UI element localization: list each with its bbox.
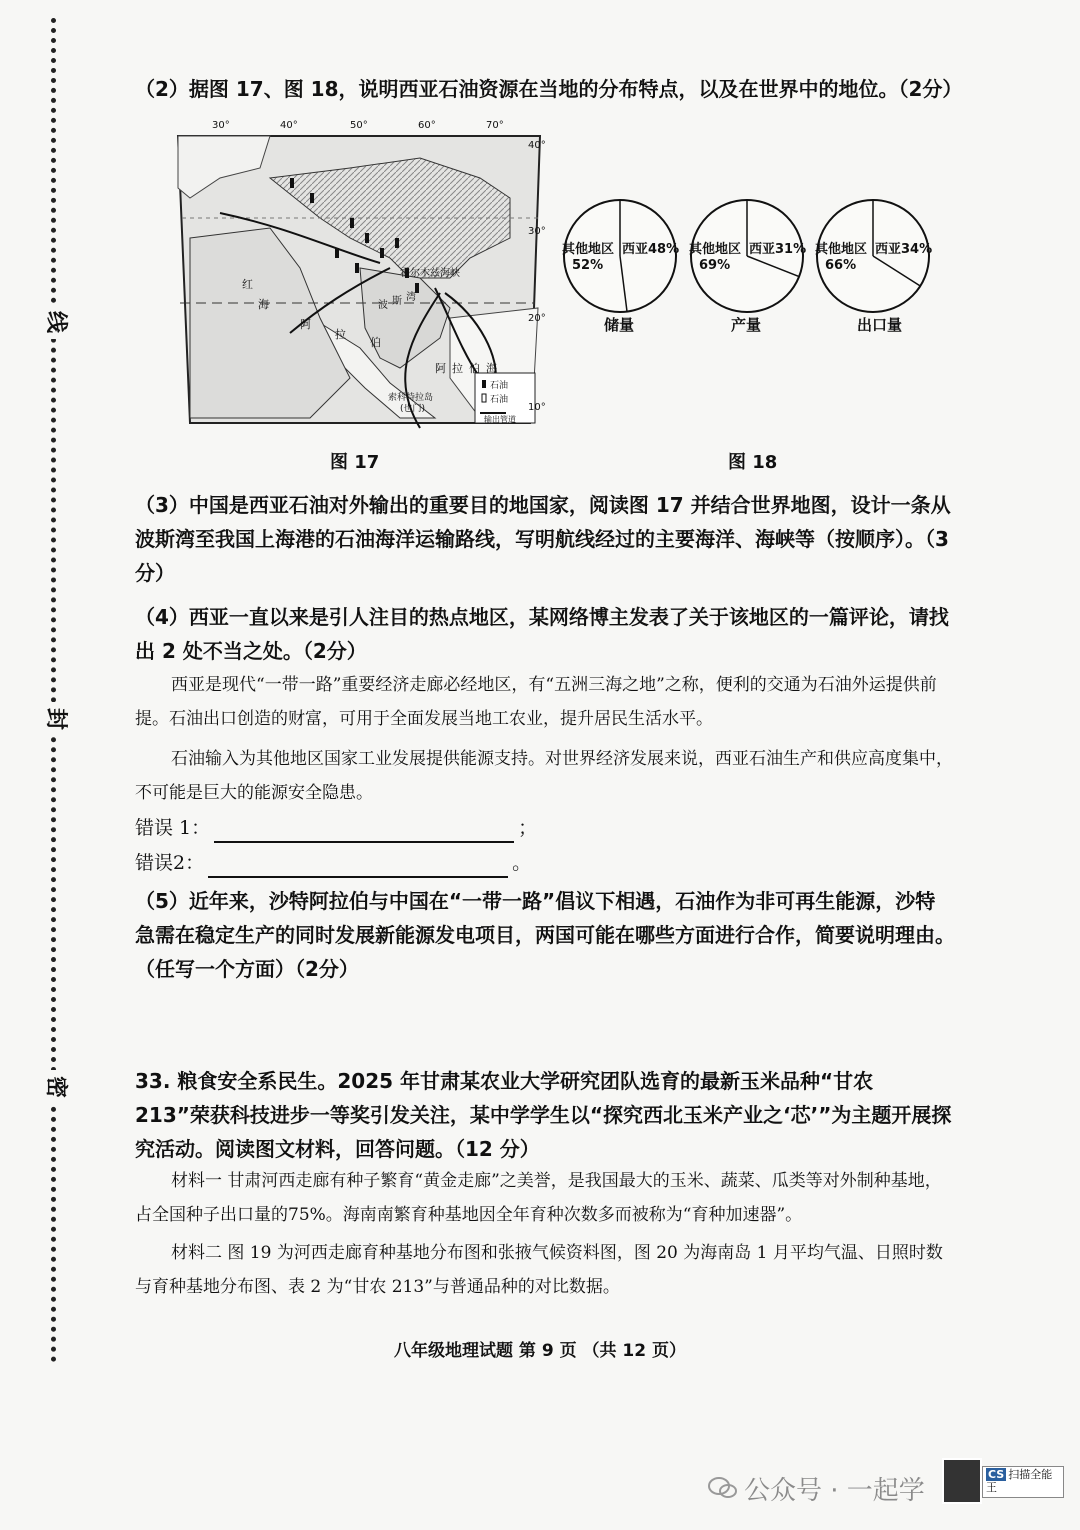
binding-char-secret: 密 (38, 1070, 72, 1104)
lon-label: 30° (212, 120, 230, 131)
island-sublabel: (也门) (400, 404, 426, 414)
pie-slice-label-west-asia: 西亚48% (622, 242, 680, 257)
lon-label: 60° (418, 120, 436, 131)
place-label: 阿 (300, 318, 311, 331)
place-label: 红 (242, 278, 253, 291)
lon-label: 70° (486, 120, 504, 131)
lat-label: 10° (528, 402, 546, 413)
error-1-end: ； (518, 817, 538, 839)
pie-title: 储量 (604, 316, 635, 334)
question-2: （2）据图 17、图 18，说明西亚石油资源在当地的分布特点，以及在世界中的地位。（2分） (135, 77, 963, 101)
q4-passage-paragraph-1: 西亚是现代“一带一路”重要经济走廊必经地区，有“五洲三海之地”之称，便利的交通为石油外运提供前提。石油出口创造的财富，可用于全面发展当地工农业，提升居民生活水平。 (135, 675, 937, 729)
lon-label: 40° (280, 120, 298, 131)
lat-label: 30° (528, 226, 546, 237)
error-1-label: 错误 1： (135, 817, 211, 839)
pie-title: 产量 (731, 316, 762, 334)
error-2-end: 。 (512, 852, 532, 874)
error-2-blank[interactable] (208, 854, 508, 878)
q33-material-1: 材料一 甘肃河西走廊有种子繁育“黄金走廊”之美誉，是我国最大的玉米、蔬菜、瓜类等对外制种基地，占全国种子出口量的75%。海南南繁育种基地因全年育种次数多而被称为“育种加速器”。 (135, 1171, 942, 1225)
place-label: 湾 (406, 292, 416, 303)
legend-oilfield-label: 石油 (490, 381, 509, 391)
binding-char-seal: 封 (38, 702, 72, 736)
place-label: 波 (378, 300, 388, 311)
place-label: 伯 (370, 336, 381, 349)
place-label: 拉 (335, 328, 346, 341)
lon-label: 50° (350, 120, 368, 131)
badge-text: 扫描全能王 (986, 1468, 1053, 1494)
legend-pipeline-label: 输出管道 (484, 415, 516, 424)
q4-passage-paragraph-2: 石油输入为其他地区国家工业发展提供能源支持。对世界经济发展来说，西亚石油生产和供应高度集中，不可能是巨大的能源安全隐患。 (135, 749, 953, 803)
error-2-line (135, 848, 531, 878)
pie-slice-label-other: 其他地区 (562, 242, 615, 257)
figure-18-caption: 图 18 (728, 452, 778, 473)
lat-label: 40° (528, 140, 546, 151)
wechat-icon (708, 1476, 738, 1504)
page-footer: 八年级地理试题 第 9 页 （共 12 页） (394, 1341, 686, 1361)
place-label-arabian-sea: 阿拉伯海 (435, 362, 503, 375)
error-1-blank[interactable] (214, 819, 514, 843)
figure-17-caption: 图 17 (330, 452, 380, 473)
cs-logo: CS (988, 1468, 1005, 1481)
place-label: 斯 (392, 296, 402, 307)
island-label: 索科特拉岛 (388, 393, 434, 403)
qr-code-icon (942, 1458, 982, 1504)
error-2-label: 错误2： (135, 852, 205, 874)
pie-title: 出口量 (857, 316, 903, 334)
legend-oilport-label: 石油 (490, 395, 509, 405)
binding-char-line: 线 (38, 305, 72, 339)
place-label-hormuz: 霍尔木兹海峡 (400, 268, 460, 279)
question-5: （5）近年来，沙特阿拉伯与中国在“一带一路”倡议下相遇，石油作为非可再生能源，沙特急需在稳定生产的同时发展新能源发电项目，两国可能在哪些方面进行合作，简要说明理由。（任写一个方面）（2分） (135, 889, 955, 981)
pie-slice-value-other: 69% (699, 258, 731, 273)
pie-slice-label-west-asia: 西亚31% (749, 242, 807, 257)
pie-slice-value-other: 52% (572, 258, 604, 273)
pie-slice-label-west-asia: 西亚34% (875, 242, 933, 257)
question-4: （4）西亚一直以来是引人注目的热点地区，某网络博主发表了关于该地区的一篇评论，请找出 2 处不当之处。（2分） (135, 605, 949, 663)
watermark-text: 公众号 · 一起学 (744, 1476, 925, 1506)
place-label: 海 (258, 298, 269, 311)
q33-material-2: 材料二 图 19 为河西走廊育种基地分布图和张掖气候资料图，图 20 为海南岛 1 月平均气温、日照时数与育种基地分布图、表 2 为“甘农 213”与普通品种的对比数据。 (135, 1243, 943, 1297)
lat-label: 20° (528, 313, 546, 324)
pie-slice-label-other: 其他地区 (689, 242, 742, 257)
binding-dotted-line (51, 18, 56, 1363)
pie-slice-value-other: 66% (825, 258, 857, 273)
question-33: 33. 粮食安全系民生。2025 年甘肃某农业大学研究团队选育的最新玉米品种“甘农 213”荣获科技进步一等奖引发关注，某中学学生以“探究西北玉米产业之‘芯’”为主题开展探究活动。阅读图文材料，回答问题。（12 分） (135, 1069, 952, 1161)
map-figure-17 (150, 118, 550, 438)
pie-slice-label-other: 其他地区 (815, 242, 868, 257)
error-1-line (135, 813, 537, 843)
scanner-badge (982, 1466, 1064, 1498)
question-3: （3）中国是西亚石油对外输出的重要目的地国家，阅读图 17 并结合世界地图，设计一条从波斯湾至我国上海港的石油海洋运输路线，写明航线经过的主要海洋、海峡等（按顺序）。（3 分） (135, 493, 951, 585)
